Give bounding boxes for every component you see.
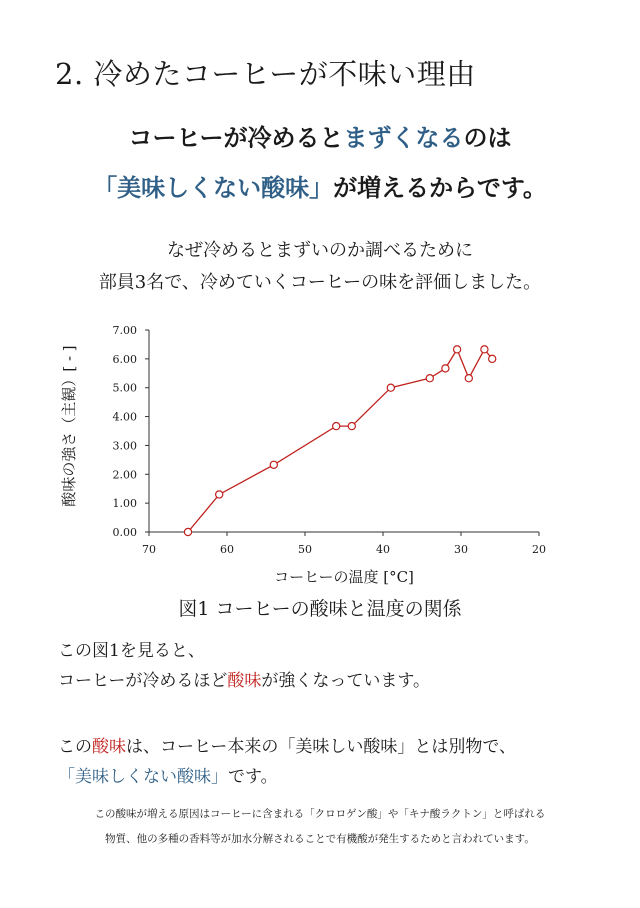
x-tick-label: 60	[220, 543, 234, 556]
headline-line-1	[0, 118, 640, 153]
headline-highlight-mazuku: まずくなる	[343, 124, 464, 152]
series-line	[188, 349, 492, 532]
page-title: 2. 冷めたコーヒーが不味い理由	[55, 57, 476, 91]
x-tick-label: 20	[532, 543, 546, 556]
observation-text: が強くなっています。	[261, 671, 430, 691]
bad-acidity-highlight: 「美味しくない酸味」	[58, 767, 228, 787]
x-tick-label: 30	[454, 543, 468, 556]
data-point	[426, 375, 433, 382]
figure-caption: 図1 コーヒーの酸味と温度の関係	[178, 598, 462, 620]
data-point	[489, 355, 496, 362]
headline-text: が増えるからです。	[333, 174, 547, 202]
conclusion-text: です。	[228, 767, 278, 787]
x-tick-label: 40	[376, 543, 390, 556]
data-points	[184, 346, 495, 536]
y-tick-label: 7.00	[112, 324, 137, 337]
y-tick-label: 4.00	[112, 410, 137, 424]
data-point	[348, 422, 355, 429]
conclusion-text: この	[58, 737, 92, 757]
footnote-line-2: 物質、他の多種の香料等が加水分解されることで有機酸が発生するためと言われています。	[105, 833, 535, 845]
data-point	[442, 365, 449, 372]
headline-line-2	[0, 168, 640, 203]
x-tick-label: 50	[298, 543, 312, 556]
conclusion-line-2	[58, 762, 278, 787]
y-tick-label: 6.00	[112, 352, 137, 366]
conclusion-text: は、コーヒー本来の「美味しい酸味」とは別物で、	[126, 737, 516, 757]
x-axis-label: コーヒーの温度 [°C]	[274, 568, 414, 586]
data-point	[387, 384, 394, 391]
observation-text: コーヒーが冷めるほど	[58, 671, 228, 691]
data-point	[454, 346, 461, 353]
headline-text: コーヒーが冷めると	[128, 124, 344, 152]
x-axis-ticks	[142, 532, 546, 556]
y-axis-label: 酸味の強さ（主観）[ - ]	[60, 345, 78, 507]
y-tick-label: 1.00	[112, 497, 137, 511]
y-tick-label: 2.00	[112, 468, 137, 482]
y-tick-label: 3.00	[112, 439, 137, 453]
data-point	[270, 461, 277, 468]
headline-text: のは	[463, 124, 512, 152]
footnote-line-1: この酸味が増える原因はコーヒーに含まれる「クロロゲン酸」や「キナ酸ラクトン」と呼ばれる	[94, 808, 546, 820]
data-point	[333, 422, 340, 429]
conclusion-line-1	[58, 732, 516, 757]
observation-line-1: この図1を見ると、	[58, 641, 205, 661]
data-point	[216, 491, 223, 498]
x-tick-label: 70	[142, 543, 156, 556]
observation-line-2	[58, 666, 430, 691]
y-tick-label: 0.00	[112, 526, 137, 539]
intro-line-2: 部員3名で、冷めていくコーヒーの味を評価しました。	[98, 272, 542, 293]
data-point	[184, 528, 191, 535]
y-tick-label: 5.00	[112, 381, 137, 395]
acidity-highlight: 酸味	[92, 737, 126, 757]
y-axis-ticks	[113, 324, 150, 539]
data-point	[465, 375, 472, 382]
intro-line-1: なぜ冷めるとまずいのか調べるために	[167, 240, 473, 261]
data-point	[481, 346, 488, 353]
acidity-temperature-chart	[50, 318, 570, 588]
acidity-highlight: 酸味	[227, 671, 262, 691]
headline-highlight-bad-acidity: 「美味しくない酸味」	[93, 174, 334, 202]
